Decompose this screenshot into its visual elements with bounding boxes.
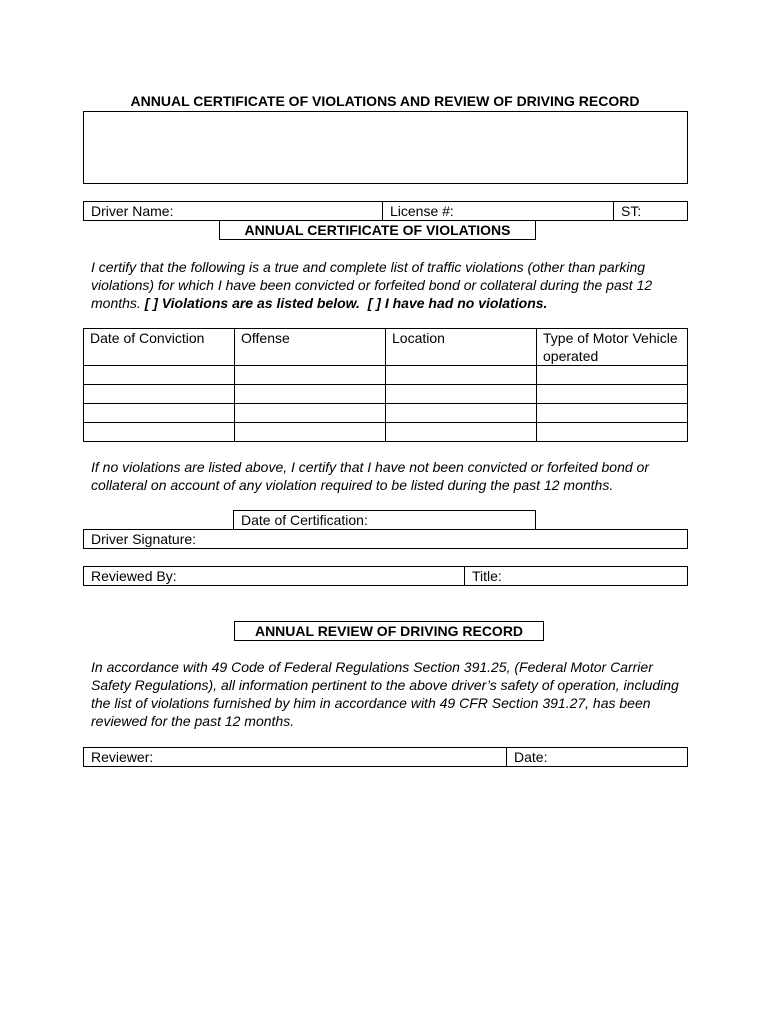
table-row (84, 385, 688, 404)
table-cell[interactable] (537, 366, 688, 385)
header-date-of-conviction: Date of Conviction (84, 329, 235, 366)
table-cell[interactable] (386, 366, 537, 385)
table-cell[interactable] (235, 423, 386, 442)
table-cell[interactable] (537, 385, 688, 404)
table-cell[interactable] (386, 385, 537, 404)
document-title: ANNUAL CERTIFICATE OF VIOLATIONS AND REVIEW OF DRIVING RECORD (130, 93, 640, 109)
reviewer-label: Reviewer: (91, 749, 154, 765)
table-cell[interactable] (386, 404, 537, 423)
header-location: Location (386, 329, 537, 366)
reviewed-by-field[interactable] (83, 566, 465, 586)
table-row (84, 423, 688, 442)
table-cell[interactable] (537, 423, 688, 442)
option-no-violations[interactable]: [ ] I have had no violations. (367, 295, 548, 311)
review-heading: ANNUAL REVIEW OF DRIVING RECORD (234, 621, 544, 641)
certificate-statement (91, 258, 681, 312)
header-offense: Offense (235, 329, 386, 366)
table-cell[interactable] (537, 404, 688, 423)
state-field[interactable] (613, 201, 688, 221)
license-field[interactable] (382, 201, 614, 221)
table-row (84, 404, 688, 423)
header-vehicle-type: Type of Motor Vehicle operated (537, 329, 688, 366)
table-cell[interactable] (235, 366, 386, 385)
license-label: License #: (390, 203, 454, 219)
no-violations-statement: If no violations are listed above, I certify that I have not been convicted or forfeited bond or collateral on account of any violation required to be listed during the past 12 months. (91, 459, 649, 493)
date-of-certification-field[interactable] (233, 510, 536, 530)
violations-table (83, 328, 688, 442)
option-violations-listed[interactable]: [ ] Violations are as listed below. (144, 295, 360, 311)
review-date-field[interactable] (506, 747, 688, 767)
date-of-certification-label: Date of Certification: (241, 512, 368, 528)
table-cell[interactable] (84, 366, 235, 385)
table-cell[interactable] (235, 404, 386, 423)
table-cell[interactable] (84, 423, 235, 442)
certificate-heading: ANNUAL CERTIFICATE OF VIOLATIONS (219, 220, 536, 240)
driver-signature-field[interactable] (83, 529, 688, 549)
table-cell[interactable] (84, 385, 235, 404)
state-label: ST: (621, 203, 642, 219)
table-cell[interactable] (84, 404, 235, 423)
driver-name-label: Driver Name: (91, 203, 174, 219)
review-date-label: Date: (514, 749, 548, 765)
review-statement: In accordance with 49 Code of Federal Regulations Section 391.25, (Federal Motor Carrier Safety Regulations), all information pertinent to the above driver’s safety of operation, including the list of violations furnished by him in accordance with 49 CFR Section 391.27, has been reviewed for the past 12 months. (91, 659, 679, 729)
table-row (84, 366, 688, 385)
table-header-row (84, 329, 688, 366)
certificate-statement-text: I certify that the following is a true and complete list of traffic violations (other than parking violations) for which I have been convicted or forfeited bond or collateral during the past 12 months. (91, 259, 653, 311)
reviewed-by-label: Reviewed By: (91, 568, 177, 584)
driver-name-field[interactable] (83, 201, 383, 221)
company-info-box[interactable] (83, 111, 688, 184)
reviewer-field[interactable] (83, 747, 507, 767)
title-label: Title: (472, 568, 502, 584)
title-field[interactable] (464, 566, 688, 586)
table-cell[interactable] (386, 423, 537, 442)
table-cell[interactable] (235, 385, 386, 404)
driver-signature-label: Driver Signature: (91, 531, 197, 547)
